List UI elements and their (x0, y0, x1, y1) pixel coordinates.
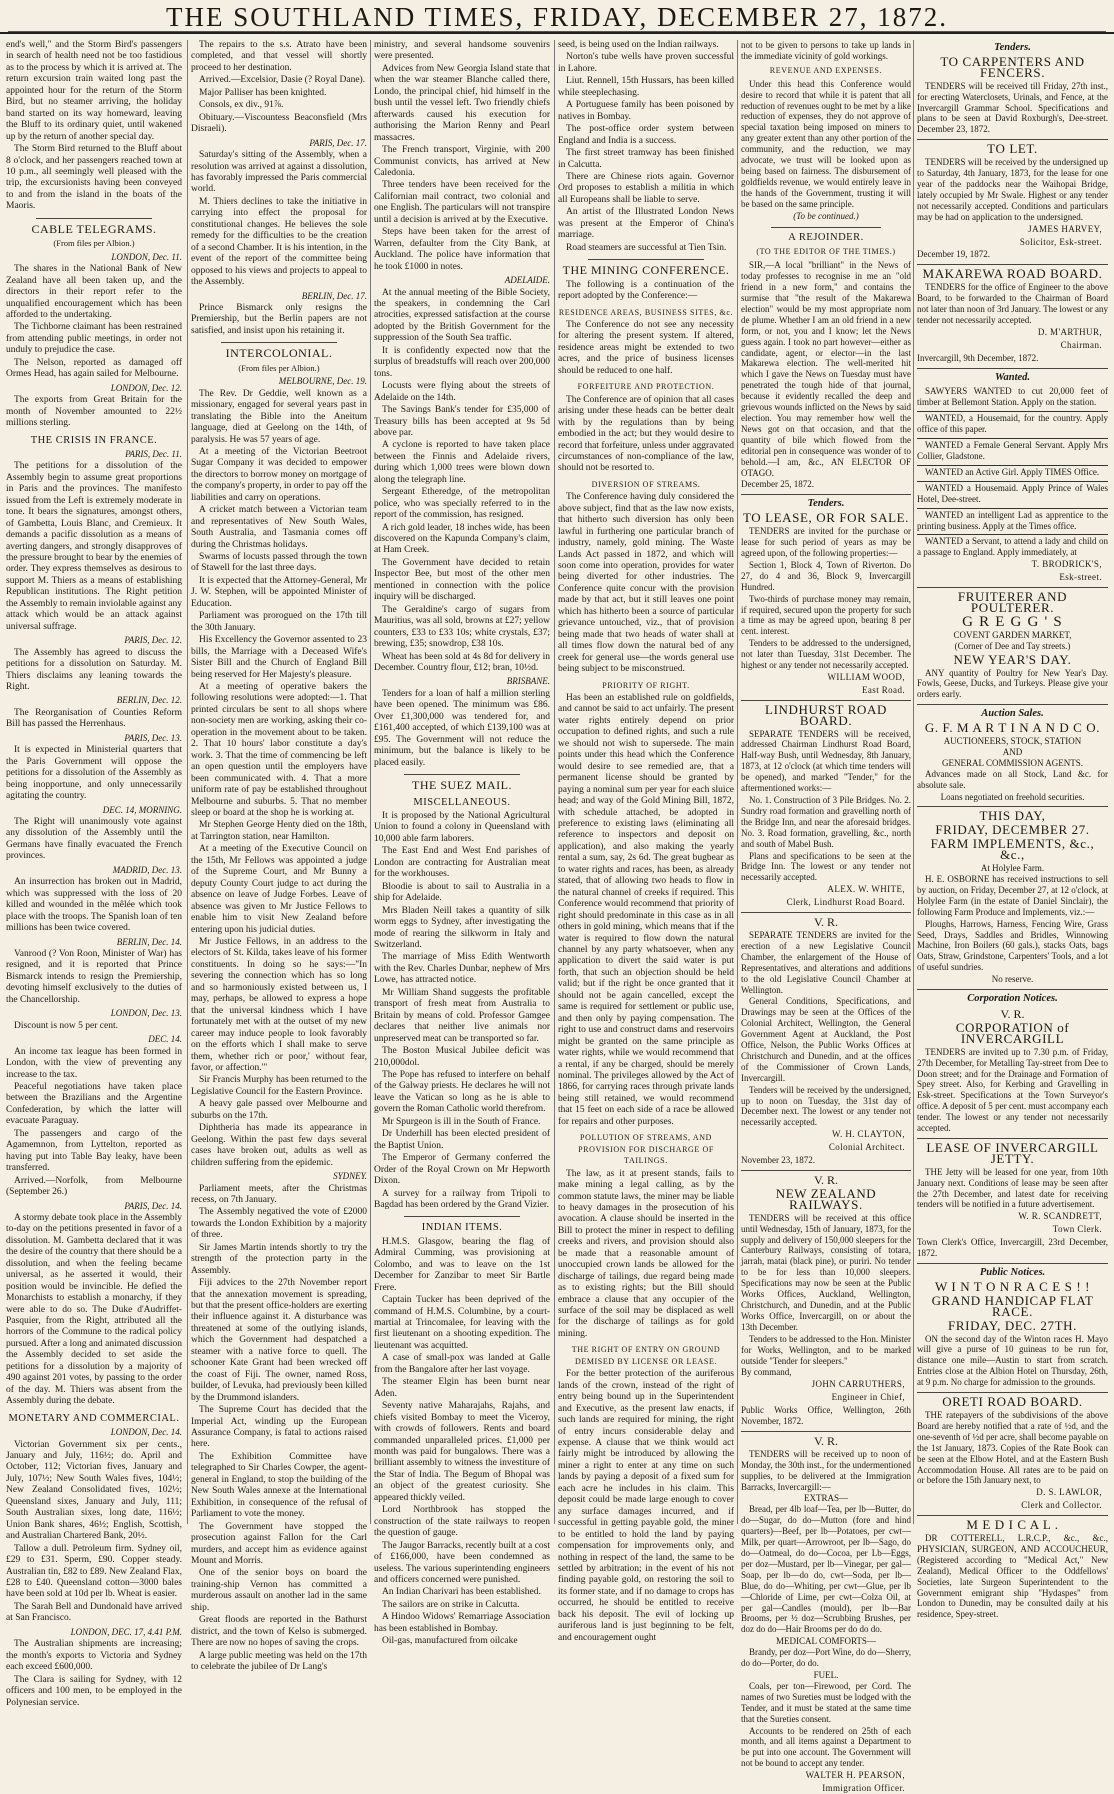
section-heading-rejoinder: A REJOINDER. (788, 231, 864, 243)
subsection-heading: MEDICAL COMFORTS— (776, 1636, 876, 1647)
article-paragraph: For the better protection of the auriferous lands of the crown, instead of the right of entry being bound up in the Superintendent and Executive, as the present law enacts, if such lands are required for mining, the right of entry incurs considerable delay and expense. A clause that we think would act fairly might be introduced by allowing the miner a right to enter at any time on such lands by paying a deposit of a fixed sum for each acre he includes in his claim. This deposit could be made large enough to cover any surface damages incurred, and if successful in getting payable gold, the miner to be entitled to hold the land by paying compensation for improvements only, and nothing in respect of the land, the same to be settled by arbitration; in the event of his not finding payable gold, on restoring the soil to its former state, and if no damage to crops has occurred, he should be entitled to receive back his deposit. The evil of locking up auriferous land is just beginning to be felt, and encouragement ought (558, 1369, 734, 1643)
article-paragraph: The Storm Bird returned to the Bluff about 8 o'clock, and her passengers reached town at 10 p.m., all seemingly well pleased with the trip, the excursionists having been conveyed to and from the island in the boats of the Maoris. (6, 144, 182, 212)
article-paragraph: Saturday's sitting of the Assembly, when a resolution was arrived at against a dissolution, has favorably impressed the Paris commercial world. (191, 150, 367, 195)
signature-detail: Chairman. (1060, 339, 1102, 350)
ad-title-new-years-day: NEW YEAR'S DAY. (953, 651, 1072, 667)
ad-paragraph: DR COTTERELL, L.R.C.P., &c., &c., PHYSICIAN, SURGEON, AND ACCOUCHEUR, (Registered according to "Medical Act," New Zealand), Medical Officer to the Oddfellows' Societies, late Surgeon Superintendent to the Government emigrant ship "Hydaspes" from London to Dunedin, may be consulted daily at his residence, Spey-street. (917, 1533, 1108, 1620)
article-paragraph: There are Chinese riots again. Governor Ord proposes to establish a militia in which all Europeans shall be liable to serve. (558, 171, 734, 205)
ad-paragraph: TENDERS will be received up to noon of Monday, the 30th inst., for the undermentioned supplies, to be delivered at the Immigration Barracks, Invercargill:— (741, 1448, 911, 1492)
article-paragraph: The Conference having duly considered the above subject, find that as the law now exists, that hitherto such diversion has only been lawful in furthering one particular branch of industry, namely, gold mining. The Waste Lands Act passed in 1872, and which will soon come into operation, provides for water being diverted for other industries. The Conference quite concur with the provision made by that act, but it still leaves one point which has hitherto been a source of particular grievance untouched, viz., that of provision being made that two heads of water shall at all times flow down the natural bed of any creek for general use—the words general use being subject to be misconstrued. (558, 492, 734, 675)
subsection-heading: THE RIGHT OF ENTRY ON GROUND DEMISED BY LICENSE OR LEASE. (571, 1345, 721, 1366)
signature: D. M'ARTHUR, (1037, 326, 1102, 337)
divider (917, 139, 1108, 140)
to-editor-note: (TO THE EDITOR OF THE TIMES.) (756, 247, 896, 257)
article-paragraph: Liut. Rennell, 15th Hussars, has been killed while steeplechasing. (558, 76, 734, 98)
article-paragraph: A case of small-pox was landed at Galle from the Bangalore after her last voyage. (374, 1353, 550, 1375)
signature: W. R. SCANDRETT, (1018, 1211, 1102, 1222)
article-paragraph: One of the senior boys on board the training-ship Vernon has committed a murderous assault on another lad in the same ship. (191, 1568, 367, 1613)
article-paragraph: The Reorganisation of Counties Reform Bill has passed the Herrenhaus. (6, 707, 182, 730)
article-paragraph: Parliament was prorogued on the 17th till the 30th January. (191, 611, 367, 633)
article-paragraph: Wheat has been sold at 4s 8d for delivery in December. Country flour, £12; bran, 10½d. (374, 651, 550, 674)
signature: JAMES HARVEY, (1028, 223, 1102, 234)
article-paragraph: Parliament meets, after the Christmas recess, on 7th January. (191, 1183, 367, 1205)
article-paragraph: The Right will unanimously vote against any dissolution of the Assembly until the Germans have finally evacuated the French provinces. (6, 817, 182, 862)
article-paragraph: The repairs to the s.s. Atrato have been completed, and that vessel will shortly proceed to her destination. (191, 40, 367, 73)
article-paragraph: Diphtheria has made its appearance in Geelong. Within the past few days several cases have broken out, adults as well as children suffering from the epidemic. (191, 1123, 367, 1168)
article-paragraph: Advices from New Georgia Island state that when the war steamer Blanche called there, Londo, the principal chief, hid himself in the bush until the vessel left. Two friendly chiefs afterwards caused his execution for authorising the Marion Renny and Pearl massacres. (374, 63, 550, 143)
article-paragraph: The Jaugor Barracks, recently built at a cost of £166,000, have been condemned as useless. The various superintending engineers and officers concerned were punished. (374, 1540, 550, 1585)
article-paragraph: A cricket match between a Victorian team and representatives of New South Wales, South Australia, and Tasmania comes off during the Christmas holidays. (191, 505, 367, 550)
wanted-ad: WANTED a Housemaid. Apply Prince of Wales Hotel, Dee-street. (917, 483, 1108, 509)
article-paragraph: The French transport, Virginie, with 200 Communist convicts, has arrived at New Caledonia. (374, 145, 550, 178)
article-paragraph: The petitions for a dissolution of the Assembly begin to assume great proportions in Paris and the provinces. The manifesto issued from the Left is extremely moderate in tone. It bears the signatures, amongst others, of Gambetta, Louis Blanc, and Cremieux. It demands a pacific dissolution as a means of averting dangers, and strongly disapproves of the pressure brought to bear by the enemies of order. They express themselves as desirous to support M. Thiers as a means of establishing Republican institutions. The Right petition the Assembly to remain inviolable against any attack which would be an attack against universal suffrage. (6, 461, 182, 632)
ad-paragraph: General Conditions, Specifications, and Drawings may be seen at the Offices of the Colonial Architect, Wellington, the General Government Agent at Auckland, the Post Office, Nelson, the Public Works Offices at Christchurch and Dunedin, and at the offices of the Commissioner of Crown Lands, Invercargill. (741, 996, 911, 1083)
royal-crest (917, 1006, 1108, 1021)
divider (917, 1392, 1108, 1393)
wanted-ad: WANTED an intelligent Lad as apprentice to the printing business. Apply at the Times office. (917, 510, 1108, 536)
signature-detail: Immigration Officer. (822, 1783, 905, 1794)
article-paragraph: The Supreme Court has decided that the Imperial Act, winding up the European Assurance Company, is fatal to actions raised here. (191, 1405, 367, 1450)
ad-title-to-let: TO LET. (987, 141, 1038, 157)
dateline: LONDON, Dec. 11. (111, 251, 182, 262)
article-paragraph: The Nelson, reported as damaged off Ormes Head, has again sailed for Melbourne. (6, 357, 182, 380)
article-paragraph: Major Palliser has been knighted. (199, 87, 327, 98)
article-paragraph: Swarms of locusts passed through the town of Stawell for the last three days. (191, 552, 367, 574)
ad-title-oreti: ORETI ROAD BOARD. (942, 1394, 1083, 1410)
dateline: PARIS, Dec. 14. (124, 1200, 182, 1211)
signature-detail: Town Clerk's Office, Invercargill, 23rd December, 1872. (917, 1237, 1108, 1259)
article-paragraph: It is expected in Ministerial quarters that the Paris Government will oppose the petitions for a dissolution of the Assembly as being inopportune, and only unnecessarily agitating the country. (6, 745, 182, 802)
ad-title-lindhurst: LINDHURST ROAD BOARD. (765, 701, 887, 728)
divider (741, 912, 911, 913)
article-paragraph: Steps have been taken for the arrest of Warren, defaulter from the City Bank, at Auckland. The police have information that he took £1000 in notes. (374, 227, 550, 272)
article-paragraph: Victorian Government six per cents., January and July, 116½; do. April and October, 112; Victorian fives, January and July, 107½; New South Wales fives, 104½; New Zealand Consolidated fives, 102½; Queensland sixes, January and July, 111; South Australian sixes, long date, 116½; Union Bank shares, 46½; English, Scottish, and Australian Chartered Bank, 20½. (6, 1439, 182, 1542)
dateline: LONDON, Dec. 14. (110, 1427, 182, 1438)
article-paragraph: At a meeting of operative bakers the following resolutions were adopted:—1. That printed circulars be sent to all shops where non-society men are working, asking their co-operation in the movement about to be taken. 2. That 10 hours' labor constitute a day's work. 3. That the time of commencing be left an open question until the employers have been communicated with. 4. That a more uniform rate of pay be established throughout Melbourne and suburbs. 5. That no member sleep or board at the shop he is working at. (191, 682, 367, 818)
ad-paragraph: TENDERS will be received at this office until Wednesday, 15th of January, 1873, for the supply and delivery of 150,000 sleepers for the Canterbury Railways, consisting of totara, jarrah, matai (black pine), or puriri. No tender to be for less than 10,000 sleepers. Specifications may now be seen at the Public Works Offices, Auckland, Wellington, Christchurch, and Dunedin, and at the Public Works Office, Invercargill, on or about the 13th December. (741, 1212, 911, 1332)
ad-title-lease: TO LEASE, OR FOR SALE. (742, 510, 910, 526)
ad-title-carpenters: TO CARPENTERS AND FENCERS. (940, 53, 1085, 80)
subsection-heading: POLLUTION OF STREAMS, AND PROVISION FOR DISCHARGE OF TAILINGS. (578, 1133, 714, 1166)
column-4 (558, 40, 734, 1643)
section-heading-suez-mail: THE SUEZ MAIL. (412, 778, 512, 793)
ad-paragraph: Bread, per 4lb loaf—Tea, per lb—Butter, do do—Sugar, do do—Mutton (fore and hind quarters)—Beef, per lb—Potatoes, per cwt—Milk, per quart—Arrowroot, per lb—Sago, do do—Oatmeal, do do—Cocoa, per Lb—Eggs, per doz—Mustard, per lb—Vinegar, per gal—Soap, per lb—do do, cwt—Soda, per lb—Blue, do do—Whiting, per cwt—Glue, per lb—Chloride of Lime, per cwt—Colza Oil, at per gal—Candles (mould), per lb—Bar Brooms, per ½ doz—Scrubbing Brushes, per doz do do—Hair Brooms per do do do. (741, 1504, 911, 1635)
dateline: LONDON, Dec. 13. (110, 1008, 182, 1019)
subsection-heading: PRIORITY OF RIGHT. (602, 680, 690, 690)
signature-detail: Engineer in Chief, (831, 1392, 905, 1403)
section-heading-crisis: THE CRISIS IN FRANCE. (30, 434, 158, 446)
category-wanted: Wanted. (994, 371, 1031, 383)
section-heading-cable: CABLE TELEGRAMS. (31, 221, 157, 236)
signature: T. BRODRICK'S, (1031, 559, 1102, 570)
article-paragraph: Mr Stephen George Henty died on the 18th, at Tarrington station, near Hamilton. (191, 820, 367, 842)
ad-title-nz-railways: NEW ZEALAND RAILWAYS. (775, 1185, 877, 1212)
ad-title-medical: M E D I C A L . (966, 1517, 1059, 1533)
ad-paragraph: TENDERS are invited up to 7.30 p.m. of Friday, 27th December, for Metalling Tay-street from Dee to Doon street; and for the Drainage and Formation of Spey street. Also, for Kerbing and Gravelling in Esk-street. Specifications at the Town Surveyor's office. A deposit of 5 per cent. must accompany each tender. The lowest or any tender not necessarily accepted. (917, 1046, 1108, 1134)
article-paragraph: It is confidently expected now that the surplus of breadstuffs will reach over 200,000 tons. (374, 345, 550, 379)
article-paragraph: Has been an established rule on goldfields, and cannot be said to act unfairly. The present water rights entirely depend on prior occupation to defined rights, and such a rule we should not wish to supersede. The main points under this head which the Conference would desire to see remedied are, that a permanent license should be granted by paying a nominal sum per year for each sluice head; and way of the Gold Mining Bill, 1872, with schedule attached, be adopted in preference to existing laws (eliminating all reference to inspectors and deposit on application), and also making the yearly rental a sum, say, 2s 6d. The great bugbear as to water rights and races, has been, as already stated, that of allowing two heads to flow in the natural channel of creeks if required. This Conference would recommend that priority of right should predominate in this case as in all others in gold mining, which means that if the water is required to flow down the natural channel by any party whatsoever, when any application to divert the said water is put forth, that such an objection should be held valid; but if the right be once granted that it should not be again cancelled, except the same is required for settlement or public use, and then only by paying compensation. The right to use and construct dams and reservoirs might be granted on the same principle as water rights, while we would recommend that a rental, if any be charged, should be merely nominal. The privileges allowed by the Act of 1866, for carrying races through private lands being still retained, we would recommend that 15 feet on each side of a race be allowed for repairs and other purposes. (558, 693, 734, 1127)
signature-detail: Colonial Architect. (828, 1142, 905, 1153)
article-paragraph: Fiji advices to the 27th November report that the annexation movement is spreading, but that the present office-holders are exerting their influence against it. A disturbance was threatened at some of the outlying islands, which the Government had despatched a steamer with a native force to quell. The schooner Kate Grant had been wrecked off the coast of Fiji. The owner, named Ross, builder, of Levuka, had previously been killed by the Drummond islanders. (191, 1278, 367, 1403)
ad-paragraph: Coals, per ton—Firewood, per Cord. The names of two Sureties must be lodged with the Tender, and it must be stated at the same time that the Sureties consent. (741, 1680, 911, 1724)
dateline: DEC. 14, MORNING. (102, 804, 182, 815)
article-paragraph: Under this head this Conference would desire to record that while it is patent that all reduction of revenues ought to be met by a like reduction of expenses, they do not approve of special taxation being imposed on miners to any greater extent than any other portion of the community, and the reduction, we may advocate, we trust will be looked upon as being based on fairness. The disbursement of goldfields revenue, we would entirely leave in the hands of the Government, trusting it will be based on the same principle. (741, 78, 911, 209)
signature: W. H. CLAYTON, (831, 1129, 905, 1140)
royal-crest (741, 1433, 911, 1448)
divider (917, 806, 1108, 807)
article-paragraph: At the annual meeting of the Bible Society, the speakers, in condemning the Carl atrocities, expressed satisfaction at the course adopted by the British Government for the suppression of the South Sea traffic. (374, 287, 550, 344)
column-3 (374, 40, 550, 1647)
article-paragraph: It is expected that the Attorney-General, Mr J. W. Stephen, will be appointed Minister of Education. (191, 575, 367, 609)
article-paragraph: The Savings Bank's tender for £35,000 of Treasury bills has been accepted at 9s 5d above par. (374, 405, 550, 438)
article-paragraph: The East End and West End parishes of London are contracting for Australian meat for the workhouses. (374, 846, 550, 880)
ad-title-race-date: FRIDAY, DEC. 27TH. (948, 1317, 1077, 1333)
category-corporation: Corporation Notices. (967, 993, 1058, 1005)
article-paragraph: M. Thiers declines to take the initiative in carrying into effect the proposal for constitutional changes. He believes the sole remedy for the difficulties to be the creation of a second Chamber. It is his intention, in the event of the report of the committee being opposed to his views and projects to appeal to the Assembly. (191, 196, 367, 288)
article-paragraph: An Indian Charivari has been established. (382, 1587, 541, 1598)
article-paragraph: Great floods are reported in the Bathurst district, and the town of Kelso is submerged. There are now no hopes of saving the crops. (191, 1615, 367, 1649)
divider (588, 259, 704, 260)
ad-paragraph: Accounts to be rendered on 25th of each month, and all items against a Department to be put into one account. The Government will not be bound to accept any tender. (741, 1725, 911, 1769)
ad-paragraph: Tenders to be addressed to the Hon. Minister for Works, Wellington, and to be marked outside "Tender for sleepers." (741, 1333, 911, 1366)
article-paragraph: A Hindoo Widows' Remarriage Association has been established in Bombay. (374, 1612, 550, 1634)
ad-title-gf-martin: G. F. M A R T I N A N D C O. (924, 720, 1101, 736)
article-paragraph: His Excellency the Governor assented to 23 bills, the Marriage with a Deceased Wife's Sister Bill and the Church of England Bill being reserved for Her Majesty's pleasure. (191, 635, 367, 680)
article-paragraph: The Assembly has agreed to discuss the petitions for a dissolution on Saturday. M. Thiers disclaims any leaning towards the Right. (6, 647, 182, 693)
ad-title-friday: FRIDAY, DECEMBER 27. (935, 822, 1090, 838)
royal-crest (741, 1175, 911, 1186)
article-paragraph: Oil-gas, manufactured from oilcake (382, 1636, 518, 1647)
article-paragraph: end's well," and the Storm Bird's passengers in search of health need not be too fastidious as to the process by which it is arrived at. The return excursion train waited long past the appointed hour for the return of the Storm Bird, but no steamer arriving, the holiday band started on its way homeward, leaving the Bluff to its ordinary quiet, until wakened up by the return of another special day. (6, 40, 182, 142)
ad-paragraph: Ploughs, Harrows, Harness, Fencing Wire, Grass Seed, Drays, Saddles and Bridles, Winnowing Machine, Iron Boilers (60 gals.), stacks Oats, bags Oats, Straw, Grindstone, Carpenters' Tools, and a lot of useful sundries. (917, 918, 1108, 973)
ad-paragraph: THE ratepayers of the subdivisions of the above Board are hereby notified that a rate of ½d, and the one-seventh of ½d per acre, shall become payable on the 1st January, 1873. Copies of the Rate Book can be seen at the Elbow Hotel, and at the Eastern Bush Accommodation House. All rates are to be paid on or before the 15th January next, to (917, 1409, 1108, 1486)
article-paragraph: Norton's tube wells have proven successful in Lahore. (558, 52, 734, 74)
ad-title-makarewa: MAKAREWA ROAD BOARD. (922, 266, 1103, 282)
article-paragraph: The sailors are on strike in Calcutta. (382, 1599, 520, 1610)
article-paragraph: The first street tramway has been finished in Calcutta. (558, 148, 734, 170)
subsection-heading: FORFEITURE AND PROTECTION. (577, 382, 715, 392)
article-paragraph: Tenders for a loan of half a million sterling have been opened. The minimum was £86. Over £1,300,000 was tendered for, and £161,400 accepted, of which £139,100 was at £95. The Government will not reduce the minimum, but the balance is likely to be placed easily. (374, 688, 550, 768)
article-paragraph: not to be given to persons to take up lands in the immediate vicinity of gold workings. (741, 40, 911, 61)
divider (917, 1263, 1108, 1264)
article-paragraph: Vanrood (? Von Roon, Minister of War) has resigned, and it is reported that Prince Bismarck intends to resign the Premiership, devoting himself exclusively to the duties of the Chancellorship. (6, 948, 182, 1005)
article-paragraph: A stormy debate took place in the Assembly to-day on the petitions presented in favor of a dissolution. M. Gambetta declared that it was the desire of the country that there should be a dissolution, and when the feeling became universal, as he asserted it would, their position would be invincible. He defied the Monarchists to establish a monarchy, if they were able to do so. The Duke d'Audriffet-Pasquier, from the Right, attributed all the horrors of the Commune to the radical policy pursued. After a long and animated discussion the Assembly decided to set aside the petitions for a dissolution by a majority of 490 against 201 votes, by passing to the order of the day. M. Thiers was absent from the Assembly during the debate. (6, 1212, 182, 1407)
article-paragraph: The Boston Musical Jubilee deficit was 210,000dol. (374, 1046, 550, 1068)
ad-paragraph: Advances made on all Stock, Land &c. for absolute sale. (917, 768, 1108, 790)
dateline: SYDNEY. (333, 1171, 367, 1182)
divider (404, 774, 520, 775)
article-paragraph: Three tenders have been received for the Californian mail contract, two colonial and one English. The particulars will not transpire until a decision is arrived at by the Executive. (374, 180, 550, 225)
article-paragraph: Sir James Martin intends shortly to try the strength of the protection party in the Assembly. (191, 1242, 367, 1276)
dateline: PARIS, Dec. 11. (125, 448, 182, 459)
article-paragraph: The Pope has refused to interfere on behalf of the Galway priests. He declares he will not leave the Vatican so long as he is able to govern the Roman Catholic world therefrom. (374, 1069, 550, 1115)
article-paragraph: Locusts were flying about the streets of Adelaide on the 14th. (374, 381, 550, 403)
article-paragraph: The Sarah Bell and Dundonald have arrived at San Francisco. (6, 1601, 182, 1624)
subsection-heading: RESIDENCE AREAS, BUSINESS SITES, &c. (558, 307, 734, 317)
article-paragraph: The Australian shipments are increasing; the month's exports to Victoria and Sydney each exceed £600,000. (6, 1639, 182, 1673)
dateline: ADELAIDE. (504, 275, 550, 286)
dateline: PARIS, Dec. 13. (124, 732, 182, 743)
dateline: BRISBANE. (506, 676, 550, 687)
divider (741, 1431, 911, 1432)
ad-paragraph: TENDERS for the office of Engineer to the above Board, to be forwarded to the Chairman of Board not later than noon of 3rd January. The lowest or any tender not necessarily accepted. (917, 282, 1108, 325)
column-2 (191, 40, 367, 1673)
masthead-rule (8, 31, 1106, 32)
ad-line: Loans negotiated on freehold securities. (940, 791, 1085, 802)
ad-paragraph: Two-thirds of purchase money may remain, if required, secured upon the property for such a time as may be agreed upon, bearing 8 per cent. interest. (741, 593, 911, 637)
article-paragraph: Dr Underhill has been elected president of the Baptist Union. (374, 1129, 550, 1151)
article-paragraph: Mr Spurgeon is ill in the South of France. (382, 1116, 541, 1127)
article-paragraph: The marriage of Miss Edith Wentworth with the Rev. Charles Dunbar, nephew of Mrs Lowe, has attracted notice. (374, 952, 550, 986)
ad-title-greggs: G R E G G ' S (962, 613, 1063, 630)
article-paragraph: The Geraldine's cargo of sugars from Mauritius, was all sold, browns at £27; yellow counters, £33 to £33 10s; white crystals, £37; brewing, £35; snowdrop, £38 10s. (374, 604, 550, 650)
ad-line: (Corner of Dee and Tay streets.) (954, 640, 1071, 651)
article-paragraph: The shares in the National Bank of New Zealand have all been taken up, and the directors in their report refer to the unqualified encouragement which has been afforded to the undertaking. (6, 264, 182, 320)
letter-paragraph: SIR,—A local "brilliant" in the News of today professes to recognise in me an "old friend in a new form," and contains the surmise that "the result of the Makarewa election" would be my most appropriate nom de plume. Whether I am an old friend in a new form, or not, you and I know; let the News guess again. I took no part however—either as candidate, agent, or elector—in the last Makarewa election. The well-merited hit which I gave the News on Tuesday must have penetrated the tough hide of that journal, because it evidently recalled the deep and grievous wounds inflicted on the News by said election. You may remember how well the News got on that occasion, and that the quantity of bile which flowed from the editorial pen in consequence was wonder of to behold.—I am, &c., AN ELECTOR OF OTAGO. (741, 260, 911, 478)
article-paragraph: The Emperor of Germany conferred the Order of the Royal Crown on Mr Hepworth Dixon. (374, 1153, 550, 1187)
ad-paragraph: Plans and specifications to be seen at the Bridge Inn. The lowest or any tender not necessarily accepted. (741, 850, 911, 883)
ad-paragraph: H. E. OSBORNE has received instructions to sell by auction, on Friday, December 27, at 12 o'clock, at Holylee Farm (in the estate of Daniel Sinclair), the following Farm Produce and Implements, viz.:— (917, 874, 1108, 917)
ad-title-farm-implements: FARM IMPLEMENTS, &c., &c., (930, 836, 1095, 863)
signature-detail: Solicitor, Esk-street. (1019, 236, 1102, 247)
divider (771, 227, 881, 228)
dateline: PARIS, Dec. 12. (124, 635, 182, 646)
page-columns (6, 40, 1108, 1794)
article-paragraph: Tallow a dull. Petroleum firm. Sydney oil, £29 to £31. Sperm, £90. Copper steady. Australian tin, £82 to £89. New Zealand Flax, £28 to £40. Queensland cotton—3000 bales have been sold at 10d per lb. Wheat is easier. (6, 1543, 182, 1600)
article-paragraph: Arrived.—Excelsior, Dasie (? Royal Dane). (199, 75, 366, 86)
subsection-heading: FUEL. (813, 1669, 839, 1680)
section-heading-mining-conference: THE MINING CONFERENCE. (562, 263, 730, 278)
ad-paragraph: SEPARATE TENDERS will be received, addressed Chairman Lindhurst Road Board, Half-way Bush, until Wednesday, 8th January, 1873, at 12 o'clock (at which time tenders will be opened), and marked "Tender," for the aftermentioned works:— (741, 728, 911, 794)
article-paragraph: The Government have decided to retain Inspector Bee, but most of the other men mentioned in connection with the police inquiry will be discharged. (374, 557, 550, 603)
article-paragraph: A large public meeting was held on the 17th to celebrate the jubilee of Dr Lang's (191, 1650, 367, 1673)
article-paragraph: An artist of the Illustrated London News was present at the Emperor of China's marriage. (558, 207, 734, 241)
article-paragraph: Lord Northbrook has stopped the construction of the state railways to reopen the question of gauge. (374, 1505, 550, 1539)
divider (741, 494, 911, 495)
ad-title-handicap: GRAND HANDICAP FLAT RACE. (931, 1292, 1094, 1319)
subsection-heading: REVENUE AND EXPENSES. (769, 65, 883, 75)
article-paragraph: Captain Tucker has been deprived of the command of H.M.S. Columbine, by a court-martial at Trincomalee, for leaving with the first lieutenant on a shooting expedition. The lieutenant was acquitted. (374, 1295, 550, 1351)
ad-line: No reserve. (991, 974, 1034, 985)
article-paragraph: Mr Justice Fellows, in an address to the electors of St. Kilda, takes leave of his former constituents. In doing so he says:—"In severing the connection which has so long and so harmoniously existed between us, I may, perhaps, be allowed to express a hope that the universal kindness which I have fortunately met with at the outset of my new career may induce people to look favorably on the efforts which I shall make to serve them, whether rich or poor,' without fear, favor, or affection.'" (191, 936, 367, 1073)
subsection-heading: DIVERSION OF STREAMS. (591, 479, 701, 489)
ad-paragraph: THE Jetty will be leased for one year, from 10th January next. Conditions of lease may be seen after the 27th December, and latest date for receiving tenders will be notified in a future advertisement. (917, 1166, 1108, 1210)
article-paragraph: seed, is being used on the Indian railways. (558, 40, 719, 50)
wanted-ad: WANTED, a Housemaid, for the country. Apply office of this paper. (917, 413, 1108, 439)
letter-date: December 25, 1872. (741, 479, 814, 490)
column-1 (6, 40, 182, 1708)
ad-title-this-day: THIS DAY, (979, 808, 1046, 824)
signature-detail: Esk-street. (1059, 572, 1102, 583)
article-paragraph: The Exhibition Committee have telegraphed to Sir Charles Cowper, the agent-general in England, to stop the building of the New South Wales annexe at the International Exhibition, in consequence of the refusal of Parliament to vote the money. (191, 1451, 367, 1520)
section-heading-indian-items: INDIAN ITEMS. (421, 1222, 503, 1234)
divider (917, 1138, 1108, 1139)
dateline: MELBOURNE, Dec. 19. (278, 376, 367, 387)
article-paragraph: An income tax league has been formed in London, with the view of preventing any increase to the tax. (6, 1046, 182, 1080)
article-paragraph: Mrs Bladen Neill takes a quantity of silk worm eggs to Sydney, after investigating the mode of rearing the silkworm in Italy and Switzerland. (374, 905, 550, 950)
divider (221, 342, 337, 343)
signature: ALEX. W. WHITE, (827, 884, 905, 895)
article-paragraph: A cyclone is reported to have taken place between the Finnis and Adelaide rivers, during which 1,000 trees were blown down along the telegraph line. (374, 440, 550, 485)
article-paragraph: Arrived.—Norfolk, from Melbourne (September 26.) (6, 1175, 182, 1198)
dateline: BERLIN, Dec. 17. (301, 290, 367, 301)
signature-detail: Clerk and Collector. (1021, 1500, 1102, 1511)
wanted-ad: WANTED a Female General Servant. Apply Mrs Collier, Gladstone. (917, 440, 1108, 466)
crest-label: V. R. (813, 1433, 839, 1448)
dateline: DEC. 14. (148, 1034, 182, 1045)
article-paragraph: At a meeting of the Victorian Beetroot Sugar Company it was decided to empower the directors to borrow money on mortgage of the company's property, in order to pay off the liabilities and carry on operations. (191, 446, 367, 503)
dateline: LONDON, Dec. 12. (110, 382, 182, 393)
ad-paragraph: Tenders will be received by the undersigned, up to noon on Tuesday, the 31st day of December next. The lowest or any tender not necessarily accepted. (741, 1084, 911, 1128)
ad-title-fruiterer: FRUITERER AND POULTERER. (957, 589, 1068, 615)
article-paragraph: The exports from Great Britain for the month of November amounted to 22½ millions sterling. (6, 395, 182, 429)
article-paragraph: The steamer Elgin has been burnt near Aden. (374, 1377, 550, 1399)
subsection-heading: EXTRAS— (803, 1493, 848, 1504)
divider (917, 989, 1108, 990)
article-paragraph: A survey for a railway from Tripoli to Bagdad has been ordered by the Grand Vizier. (374, 1188, 550, 1210)
article-paragraph: Seventy native Maharajahs, Rajahs, and chiefs visited Bombay to meet the Viceroy, with crowds of followers. Rents and board commanded unparalleled prices. £1,000 per month was paid for bungalows. There was a brilliant assembly to witness the investiture of the Star of India. The Begum of Bhopal was an object of the greatest curiosity. She appeared thickly veiled. (374, 1401, 550, 1503)
dateline: BERLIN, Dec. 12. (116, 695, 182, 706)
article-paragraph: An insurrection has broken out in Madrid, which was suppressed with the loss of 20 killed and wounded in the mêlée which took place with the troops. The Spanish loan of ten millions has been twice covered. (6, 877, 182, 934)
article-paragraph: A rich gold leader, 18 inches wide, has been discovered on the Kapunda Company's claim, at Ham Creek. (374, 522, 550, 556)
signature: WILLIAM WOOD, (827, 671, 905, 682)
signature-date: November 23, 1872. (741, 1155, 815, 1166)
signature-detail: Public Works Office, Wellington, 26th November, 1872. (741, 1405, 911, 1427)
article-paragraph: Sergeant Etheredge, of the metropolitan police, who was specially referred to in the report of the commission, has resigned. (374, 487, 550, 521)
divider (917, 704, 1108, 705)
ad-line: GENERAL COMMISSION AGENTS. (942, 757, 1083, 768)
article-paragraph: The Government have stopped the prosecution against Fallon for the Carl murders, and accept him as evidence against Mount and Morris. (191, 1521, 367, 1566)
wanted-ad: WANTED an Active Girl. Apply TIMES Office. (917, 467, 1108, 482)
article-paragraph: The Conference do not see any necessity for altering the present system. If altered, residence areas might be extended to two acres, and the price of business licenses should be reduced to one half. (558, 319, 734, 376)
article-paragraph: Bloodie is about to sail to Australia in a ship for Adelaide. (374, 881, 550, 904)
category-tenders: Tenders. (807, 498, 845, 510)
article-paragraph: The Assembly negatived the vote of £2000 towards the London Exhibition by a majority of three. (191, 1207, 367, 1241)
divider (36, 218, 152, 219)
signature: WALTER H. PEARSON, (805, 1770, 905, 1781)
masthead (0, 0, 1114, 34)
dateline: MADRID, Dec. 13. (112, 864, 182, 875)
crest-label: V. R. (1000, 1006, 1025, 1021)
divider (917, 264, 1108, 265)
article-paragraph: Obituary.—Viscountess Beaconsfield (Mrs Disraeli). (191, 112, 367, 135)
article-paragraph: It is proposed by the National Agricultural Union to found a colony in Queensland with 10,000 able farm laborers. (374, 811, 550, 844)
article-paragraph: A heavy gale passed over Melbourne and suburbs on the 17th. (191, 1099, 367, 1121)
ad-paragraph: SEPARATE TENDERS are invited for the erection of a new Legislative Council Chamber, the enlargement of the House of Representatives, and alterations and additions to the old Legislative Council Chamber at Wellington. (741, 929, 911, 995)
dateline: PARIS, Dec. 17. (309, 137, 367, 148)
article-paragraph: The Conference are of opinion that all cases arising under these heads can be better dealt with by the regulations than by being embodied in the act; but they would desire to record that forfeiture, unless under aggravated circumstances of non-compliance of the law, should not be resorted to. (558, 394, 734, 474)
ad-title-jetty: LEASE OF INVERCARGILL JETTY. (926, 1139, 1099, 1166)
column-5 (741, 40, 911, 1794)
ad-line: AUCTIONEERS, STOCK, STATION (943, 736, 1082, 747)
section-heading-intercolonial: INTERCOLONIAL. (225, 346, 333, 361)
crest-label: V. R. (813, 1173, 839, 1187)
article-paragraph: Peaceful negotiations have taken place between the Brazilians and the Argentine Confederation, by which the latter will evacuate Paraguay. (6, 1081, 182, 1127)
ad-paragraph: Section 1, Block 4, Town of Riverton. Do 27, do 4 and 36, Block 9, Invercargill Hundred. (741, 559, 911, 592)
ad-line: At Holylee Farm. (980, 863, 1045, 874)
signature-date: December 19, 1872. (917, 249, 990, 260)
dateline: LONDON, DEC. 17, 4.41 P.M. (70, 1626, 182, 1637)
section-subheading-miscellaneous: MISCELLANEOUS. (413, 796, 511, 808)
ad-line: AND (1002, 746, 1023, 757)
dateline: BERLIN, Dec. 14. (116, 936, 182, 947)
ad-paragraph: No. 1. Construction of 3 Pile Bridges. No. 2. Sundry road formation and gravelling north of the Bridge Inn, and near the aforesaid bridges. No. 3. Road formation, gravelling, &c., north and south of Mabel Bush. (741, 795, 911, 849)
wanted-ad: SAWYERS WANTED to cut 20,000 feet of timber at Bellemont Station. Apply on the station. (917, 386, 1108, 412)
ad-title-corporation: CORPORATION of INVERCARGILL (955, 1019, 1070, 1046)
article-paragraph: Discount is now 5 per cent. (14, 1020, 118, 1031)
article-paragraph: Prince Bismarck only resigns the Premiership, but the Berlin papers are not satisfied, and insist upon his retaining it. (191, 302, 367, 336)
ad-paragraph: Tenders to be addressed to the undersigned, not later than Tuesday, 31st December. The highest or any tender not necessarily accepted. (741, 638, 911, 671)
source-note: (From files per Albion.) (238, 362, 320, 373)
divider (741, 700, 911, 701)
divider (404, 1216, 520, 1217)
signature-detail: Town Clerk. (1052, 1224, 1102, 1235)
royal-crest (741, 917, 911, 928)
article-paragraph: The Clara is sailing for Sydney, with 12 officers and 100 men, to be employed in the Polynesian service. (6, 1674, 182, 1708)
divider (917, 368, 1108, 369)
article-paragraph: Consols, ex div., 91⅞. (199, 100, 284, 111)
ad-paragraph: ANY quantity of Poultry for New Year's Day. Fowls, Geese, Ducks, and Turkeys. Please give your orders early. (917, 667, 1108, 700)
article-paragraph: At a meeting of the Executive Council on the 15th, Mr Fellows was appointed a judge of the Supreme Court, and Mr Bunny a deputy County Court judge to act during the absence on leave of Judge Forbes. Leave of absence was given to Mr Justice Fellows to enable him to visit New Zealand before entering upon his judicial duties. (191, 844, 367, 935)
signature: D. S. LAWLOR, (1036, 1487, 1102, 1498)
article-paragraph: The Rev. Dr Geddie, well known as a missionary, engaged for several years past in translating the Bible into the Aneitum language, died at Geelong on the 14th, of paralysis. He was 57 years of age. (191, 388, 367, 445)
article-paragraph: ministry, and several handsome souvenirs were presented. (374, 40, 550, 62)
article-paragraph: Sir Francis Murphy has been returned to the Legislative Council for the Eastern Province. (191, 1075, 367, 1097)
article-paragraph: The following is a continuation of the report adopted by the Conference:— (558, 279, 734, 302)
ad-paragraph: ON the second day of the Winton races H. Mayo will give a purse of 10 guineas to be run for, distance one mile—Austin to start from scratch. Entries close at the Albion Hotel on Thursday, 26th, at 9 p.m. No charge for admission to the grounds. (917, 1333, 1108, 1388)
ad-paragraph: TENDERS will be received by the undersigned up to Saturday, 4th January, 1873, for the lease for one year of the paddocks near the Waihopai Bridge, lately occupied by Mr Swale. Highest or any tender not necessarily accepted. Conditions and particulars may be had on application to the undersigned. (917, 157, 1108, 222)
column-6 (917, 40, 1108, 1620)
continued-note: (To be continued.) (793, 210, 859, 221)
section-heading-monetary: MONETARY AND COMMERCIAL. (8, 1412, 180, 1424)
ad-paragraph: By command, (741, 1367, 792, 1378)
category-public-notices: Public Notices. (979, 1267, 1046, 1278)
article-paragraph: The Tichborne claimant has been restrained from attending public meetings, in order not unduly to prejudice the case. (6, 322, 182, 356)
signature: JOHN CARRUTHERS, (811, 1379, 905, 1390)
wanted-ad: WANTED a Servant, to attend a lady and child on a passage to England. Apply immediately, at (917, 536, 1108, 558)
ad-paragraph: TENDERS will be received till Friday, 27th inst., for erecting Waterclosets, Urinals, and Fence, at the Invercargill Grammar School. Specifications and plans to be seen at David Roxburgh's, Dee-street. December 23, 1872. (917, 80, 1108, 135)
category-tenders: Tenders. (994, 42, 1031, 53)
ad-title-winton-races: W I N T O N R A C E S ! ! (934, 1278, 1091, 1294)
article-paragraph: The passengers and cargo of the Agamemnon, from Lyttelton, reported as having put into Table Bay leaky, have been transferred. (6, 1128, 182, 1174)
ad-paragraph: TENDERS are invited for the purchase or lease for such period of years as may be agreed upon, of the following properties:— (741, 526, 911, 558)
category-auction-sales: Auction Sales. (981, 708, 1044, 720)
crest-label: V. R. (813, 915, 839, 930)
divider (741, 1170, 911, 1171)
signature-detail: East Road. (862, 684, 905, 695)
article-paragraph: The post-office order system between England and India is a success. (558, 124, 734, 146)
article-paragraph: The law, as it at present stands, fails to make mining a legal calling, as by the common statute laws, the miner may be liable to heavy damages in the prosecution of his avocation. A clause should be inserted in the Bill to protect the miner in respect to defiling creeks and rivers, and provision should also be made that a reasonable amount of unoccupied crown lands be allowed for the discharge of tailings, due regard being made as to existing rights; but the Bill should embrace a clause that any occupier of the surface of the soil may be displaced as well for the discharge of tailings as for gold mining. (558, 1168, 734, 1339)
article-paragraph: A Portuguese family has been poisoned by natives in Bombay. (558, 100, 734, 122)
article-paragraph: Mr William Shand suggests the profitable transport of fresh meat from Australia to Britain by means of cold. Professor Gamgee declares that neither live animals nor unpreserved meat can be transported so far. (374, 987, 550, 1044)
ad-paragraph: Brandy, per doz—Port Wine, do do—Sherry, do do—Porter, do do. (741, 1647, 911, 1669)
signature-detail: Clerk, Lindhurst Road Board. (786, 897, 905, 908)
article-paragraph: Road steamers are successful at Tien Tsin. (566, 242, 727, 253)
divider (917, 1515, 1108, 1516)
ad-line: COVENT GARDEN MARKET, (953, 629, 1072, 640)
article-paragraph: H.M.S. Glasgow, bearing the flag of Admiral Cumming, was provisioning at Colombo, and was to leave on the 1st December for Zanzibar to meet Sir Bartle Frere. (374, 1236, 550, 1293)
newspaper-title: THE SOUTHLAND TIMES, FRIDAY, DECEMBER 27, 1872. (165, 2, 949, 32)
signature-date: Invercargill, 9th December, 1872. (917, 352, 1039, 363)
divider (917, 587, 1108, 588)
source-note: (From files per Albion.) (53, 238, 135, 249)
